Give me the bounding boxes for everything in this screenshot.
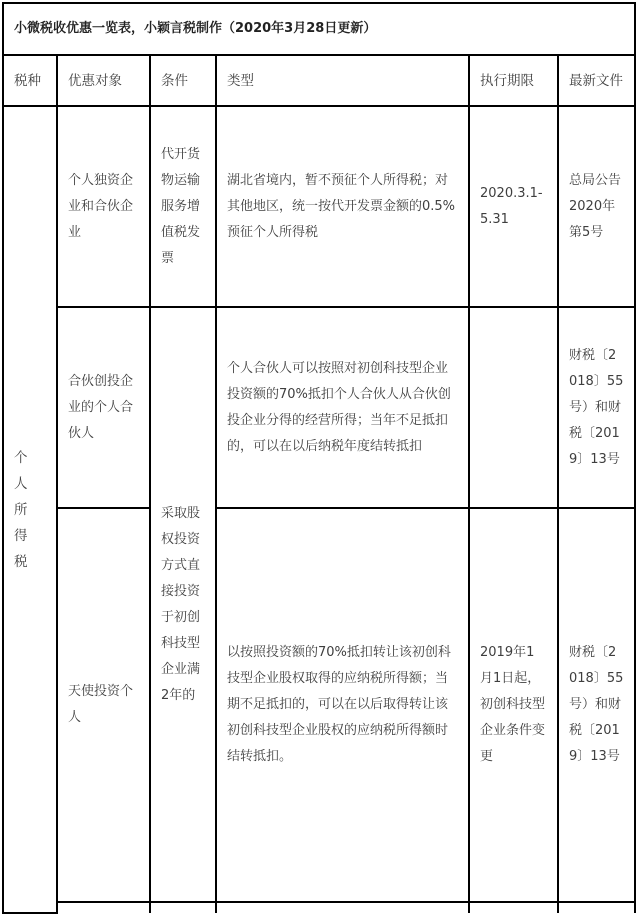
header-target: 优惠对象 bbox=[57, 55, 150, 106]
header-tax-type: 税种 bbox=[3, 55, 57, 106]
continuation-cell bbox=[558, 902, 635, 913]
header-type: 类型 bbox=[216, 55, 469, 106]
type-cell: 个人合伙人可以按照对初创科技型企业投资额的70%抵扣个人合伙人从合伙创投企业分得的经营所得；当年不足抵扣的，可以在以后纳税年度结转抵扣 bbox=[216, 307, 469, 508]
latest-doc-cell: 财税〔2018〕55号）和财税〔2019〕13号 bbox=[558, 307, 635, 508]
tax-incentive-table bbox=[2, 2, 636, 914]
type-cell: 湖北省境内，暂不预征个人所得税；对其他地区，统一按代开发票金额的0.5%预征个人所得税 bbox=[216, 106, 469, 307]
table-row bbox=[3, 106, 635, 307]
table-row-continuation bbox=[3, 902, 635, 913]
header-row bbox=[3, 55, 635, 106]
target-cell: 个人独资企业和合伙企业 bbox=[57, 106, 150, 307]
target-cell: 天使投资个人 bbox=[57, 508, 150, 902]
tax-type-label: 个人所得税 bbox=[14, 449, 28, 570]
header-condition: 条件 bbox=[150, 55, 216, 106]
condition-cell: 代开货物运输服务增值税发票 bbox=[150, 106, 216, 307]
continuation-cell bbox=[57, 902, 150, 913]
continuation-cell bbox=[216, 902, 469, 913]
table-title: 小微税收优惠一览表，小颖言税制作（2020年3月28日更新） bbox=[3, 3, 635, 55]
table-row bbox=[3, 508, 635, 902]
latest-doc-cell: 总局公告2020年第5号 bbox=[558, 106, 635, 307]
period-cell: 2020.3.1-5.31 bbox=[469, 106, 558, 307]
header-latest-doc: 最新文件 bbox=[558, 55, 635, 106]
header-period: 执行期限 bbox=[469, 55, 558, 106]
period-cell: 2019年1月1日起，初创科技型企业条件变更 bbox=[469, 508, 558, 902]
condition-cell: 采取股权投资方式直接投资于初创科技型企业满2年的 bbox=[150, 307, 216, 902]
tax-type-cell bbox=[3, 106, 57, 913]
target-cell: 合伙创投企业的个人合伙人 bbox=[57, 307, 150, 508]
period-cell bbox=[469, 307, 558, 508]
continuation-cell bbox=[150, 902, 216, 913]
type-cell: 以按照投资额的70%抵扣转让该初创科技型企业股权取得的应纳税所得额；当期不足抵扣的，可以在以后取得转让该初创科技型企业股权的应纳税所得额时结转抵扣。 bbox=[216, 508, 469, 902]
table-row bbox=[3, 307, 635, 508]
continuation-cell bbox=[469, 902, 558, 913]
latest-doc-cell: 财税〔2018〕55号）和财税〔2019〕13号 bbox=[558, 508, 635, 902]
